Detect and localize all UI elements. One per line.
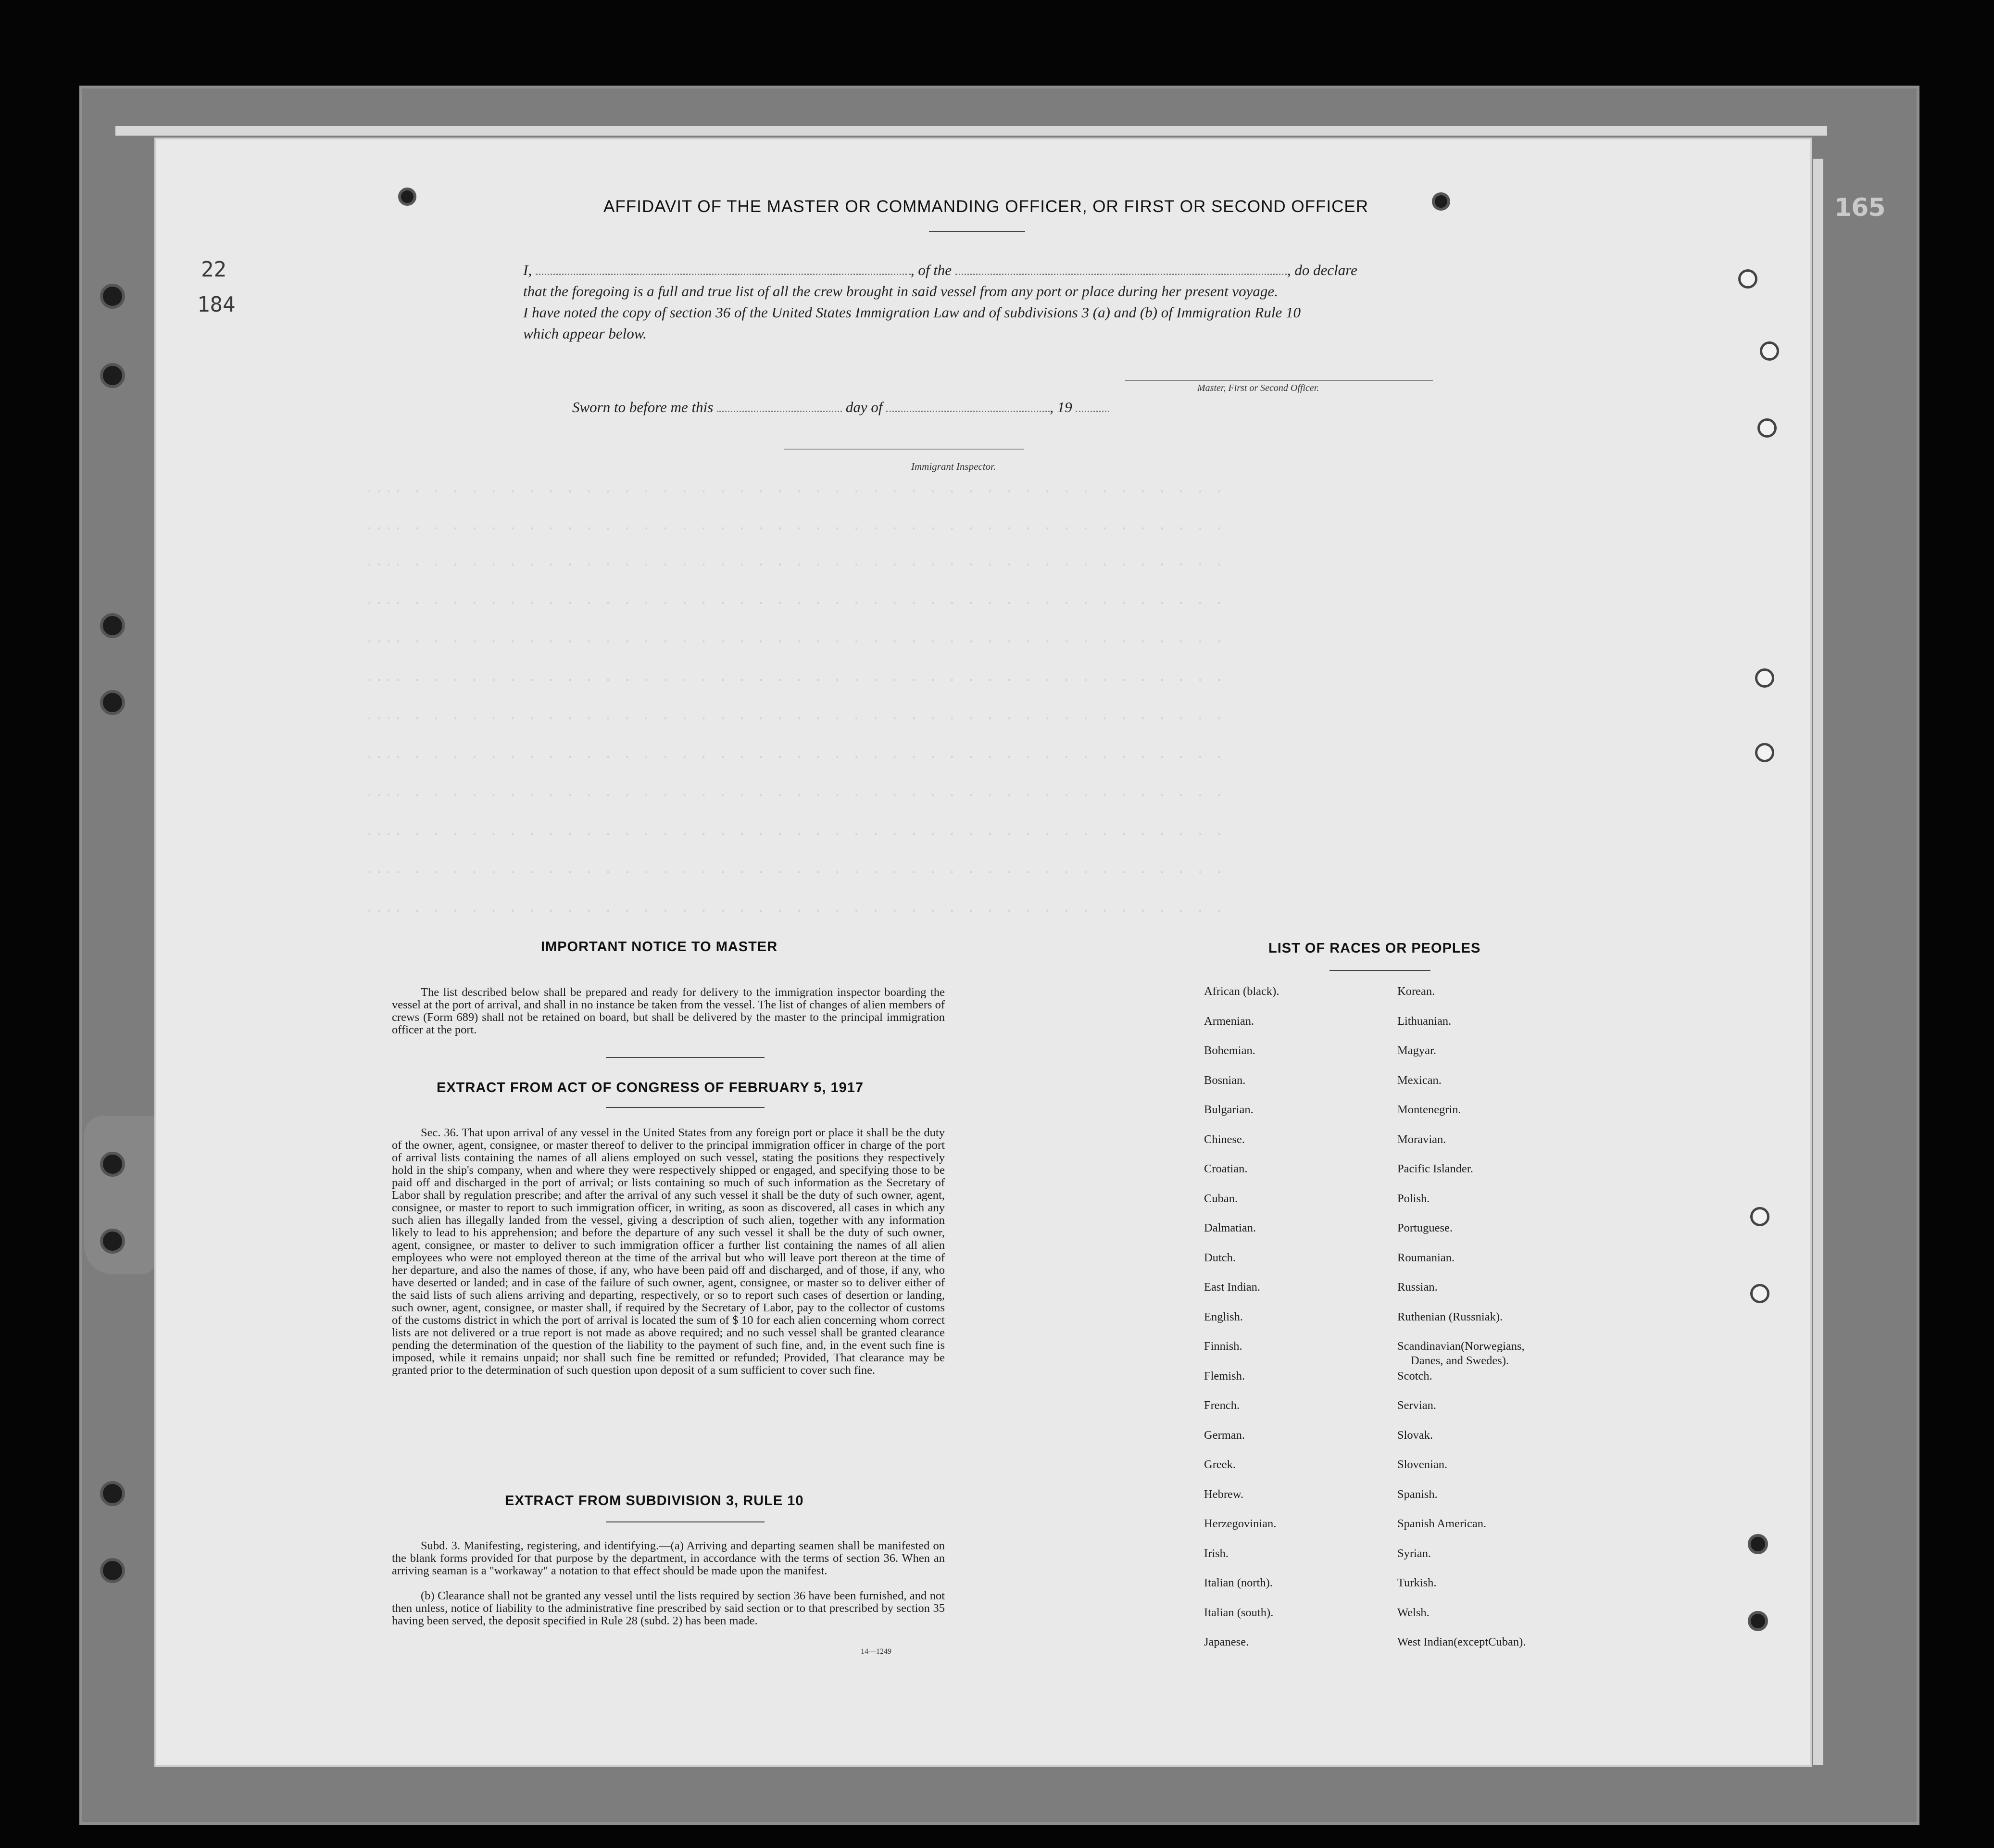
race-item: Korean. [1397, 985, 1435, 998]
binding-hole-icon [1755, 668, 1774, 688]
sworn-start: Sworn to before me this [572, 399, 714, 415]
race-item: Spanish. [1397, 1487, 1438, 1501]
race-item: Armenian. [1204, 1014, 1254, 1028]
binding-hole-icon [1755, 743, 1774, 762]
affidavit-of-the: , of the [910, 262, 952, 278]
binding-hole-icon [100, 1558, 125, 1583]
divider [606, 1521, 765, 1522]
binding-hole-icon [100, 613, 125, 638]
divider [1329, 970, 1430, 971]
margin-note: 22 [201, 257, 226, 282]
race-item: Polish. [1397, 1192, 1430, 1205]
divider [606, 1107, 765, 1108]
binding-hole-icon [1738, 269, 1757, 289]
race-item: Pacific Islander. [1397, 1162, 1473, 1175]
divider [606, 1057, 765, 1058]
divider [929, 231, 1025, 232]
race-item: Montenegrin. [1397, 1103, 1461, 1116]
notice-title: IMPORTANT NOTICE TO MASTER [541, 939, 778, 955]
race-item: Welsh. [1397, 1606, 1430, 1619]
race-item: African (black). [1204, 985, 1279, 998]
binding-hole-icon [1750, 1207, 1769, 1226]
sworn-line [572, 397, 1109, 416]
notice-text: The list described below shall be prepared and ready for delivery to the immigration inspector boarding the vessel at the port of arrival, and shall in no instance be taken from the vessel. The list of changes of alien members of crews (Form 689) shall not be retained on board, but shall be delivered by the master to the principal immigration officer at the port. [392, 986, 945, 1036]
master-name-field[interactable] [536, 260, 911, 275]
race-item: Japanese. [1204, 1635, 1249, 1648]
race-item: Italian (south). [1204, 1606, 1274, 1619]
binding-hole-icon [398, 188, 416, 206]
race-item: French. [1204, 1399, 1240, 1412]
sworn-year-field[interactable] [1076, 397, 1109, 412]
sworn-month-field[interactable] [886, 397, 1050, 412]
race-item: Cuban. [1204, 1192, 1238, 1205]
document-sheet [156, 139, 1810, 1765]
margin-note: 184 [197, 292, 236, 317]
binding-hole-icon [1757, 418, 1777, 438]
race-item: Herzegovinian. [1204, 1517, 1277, 1530]
extract-rule-text-a: Subd. 3. Manifesting, registering, and identifying.—(a) Arriving and departing seamen shall be manifested on the blank forms provided for that purpose by the department, in accordance with the terms of section 36. When an arriving seaman is a "workaway" a notation to that effect should be made upon the manifest. [392, 1539, 945, 1577]
binding-hole-icon [100, 1229, 125, 1254]
page-number: 165 [1834, 193, 1885, 222]
sheet-edge [1813, 159, 1823, 1765]
races-column-2 [1397, 985, 1526, 1665]
race-item: Bosnian. [1204, 1073, 1246, 1087]
sworn-mid: day of [845, 399, 883, 415]
race-item: Servian. [1397, 1399, 1436, 1412]
binding-hole-icon [100, 363, 125, 388]
affidavit-line-4: which appear below. [523, 325, 647, 342]
race-item: Russian. [1397, 1281, 1438, 1294]
race-item: Moravian. [1397, 1132, 1446, 1146]
race-item: Slovenian. [1397, 1458, 1448, 1471]
extract-act-title: EXTRACT FROM ACT OF CONGRESS OF FEBRUARY 5, 1917 [437, 1080, 864, 1095]
race-item: Flemish. [1204, 1369, 1245, 1383]
sworn-end: , 19 [1050, 399, 1072, 415]
race-item: Mexican. [1397, 1073, 1442, 1087]
affidavit-title: AFFIDAVIT OF THE MASTER OR COMMANDING OFFICER, OR FIRST OR SECOND OFFICER [603, 197, 1369, 216]
race-item: German. [1204, 1428, 1245, 1442]
race-item: Spanish American. [1397, 1517, 1487, 1530]
binding-hole-icon [100, 284, 125, 309]
binding-hole-icon [1748, 1534, 1768, 1554]
race-item: Greek. [1204, 1458, 1236, 1471]
race-item: Italian (north). [1204, 1576, 1273, 1589]
race-item: Dalmatian. [1204, 1221, 1256, 1234]
race-item: Magyar. [1397, 1044, 1436, 1057]
affidavit-i: I, [523, 262, 532, 278]
races-title: LIST OF RACES OR PEOPLES [1268, 941, 1481, 956]
race-item: Portuguese. [1397, 1221, 1453, 1234]
races-column-1 [1204, 985, 1279, 1665]
race-item: Bulgarian. [1204, 1103, 1254, 1116]
race-item: Bohemian. [1204, 1044, 1255, 1057]
race-item: Ruthenian (Russniak). [1397, 1310, 1503, 1323]
vessel-name-field[interactable] [955, 260, 1287, 275]
race-item: Slovak. [1397, 1428, 1433, 1442]
binding-hole-icon [100, 690, 125, 715]
race-item: Lithuanian. [1397, 1014, 1452, 1028]
binding-hole-icon [1750, 1284, 1769, 1303]
race-item: Scotch. [1397, 1369, 1432, 1383]
race-item: Scandinavian(Norwegians, [1397, 1340, 1525, 1353]
race-item: Syrian. [1397, 1546, 1431, 1560]
affidavit-declare: , do declare [1287, 262, 1357, 278]
inspector-label: Immigrant Inspector. [911, 461, 996, 472]
binding-hole-icon [100, 1481, 125, 1506]
extract-rule-text-b: (b) Clearance shall not be granted any vessel until the lists required by section 36 have been furnished, and not then unless, notice of liability to the administrative fine prescribed by said section or to that prescribed by section 35 having been served, the deposit specified in Rule 28 (subd. 2) has been made. [392, 1589, 945, 1627]
race-item: West Indian(exceptCuban). [1397, 1635, 1526, 1648]
inspector-signature-line[interactable] [784, 449, 1024, 450]
extract-act-text: Sec. 36. That upon arrival of any vessel in the United States from any foreign port or place it shall be the duty of the owner, agent, consignee, or master thereof to deliver to the principal immigration officer in charge of the port of arrival lists containing the names of all aliens employed on such vessel, stating the positions they respectively hold in the ship's company, when and where they were respectively shipped or engaged, and specifying those to be paid off and discharged in the port of arrival; or lists containing so much of such information as the Secretary of Labor shall by regulation prescribe; and after the arrival of any such vessel it shall be the duty of such owner, agent, consignee, or master to report to such immigration officer, in writing, as soon as discovered, all cases in which any such alien has illegally landed from the vessel, giving a description of such alien, together with any information likely to lead to his apprehension; and before the departure of any such vessel it shall be the duty of such owner, agent, consignee, or master to deliver to such immigration officer a further list containing the names of all alien employees who were not employed thereon at the time of the arrival but who will leave port thereon at the time of her departure, and also the names of those, if any, who have been paid off and discharged, and of those, if any, who have deserted or landed; and in case of the failure of such owner, agent, consignee, or master so to deliver either of the said lists of such aliens arriving and departing, respectively, or so to report such cases of desertion or landing, such owner, agent, consignee, or master shall, if required by the Secretary of Labor, pay to the collector of customs of the customs district in which the port of arrival is located the sum of $ 10 for each alien concerning whom correct lists are not delivered or a true report is not made as above required; and no such vessel shall be granted clearance pending the determination of the question of the liability to the payment of such fine, and, in the event such fine is imposed, while it remains unpaid; nor shall such fine be remitted or refunded; Provided, That clearance may be granted prior to the determination of such question upon deposit of a sum sufficient to cover such fine. [392, 1126, 945, 1377]
officer-label: Master, First or Second Officer. [1197, 383, 1319, 393]
race-item: East Indian. [1204, 1281, 1261, 1294]
binding-hole-icon [100, 1152, 125, 1177]
race-item: Dutch. [1204, 1251, 1236, 1264]
race-item: Hebrew. [1204, 1487, 1244, 1501]
binding-hole-icon [1760, 341, 1779, 361]
race-item: Finnish. [1204, 1340, 1242, 1353]
race-item: Croatian. [1204, 1162, 1248, 1175]
binding-hole-icon [1748, 1611, 1768, 1631]
race-item: Danes, and Swedes). [1411, 1354, 1509, 1367]
affidavit-line-2: that the foregoing is a full and true list of all the crew brought in said vessel from any port or place during her present voyage. [523, 283, 1278, 300]
affidavit-block [523, 260, 1437, 344]
race-item: Irish. [1204, 1546, 1229, 1560]
race-item: English. [1204, 1310, 1243, 1323]
form-number: 14—1249 [861, 1647, 891, 1656]
race-item: Roumanian. [1397, 1251, 1455, 1264]
affidavit-line-3: I have noted the copy of section 36 of the United States Immigration Law and of subdivisions 3 (a) and (b) of Immigration Rule 10 [523, 304, 1301, 321]
race-item: Turkish. [1397, 1576, 1437, 1589]
backing-strip [115, 126, 1827, 136]
officer-signature-line[interactable] [1125, 380, 1433, 381]
extract-rule-title: EXTRACT FROM SUBDIVISION 3, RULE 10 [505, 1493, 804, 1509]
race-item: Chinese. [1204, 1132, 1245, 1146]
sworn-day-field[interactable] [717, 397, 842, 412]
binding-hole-icon [1432, 192, 1450, 211]
